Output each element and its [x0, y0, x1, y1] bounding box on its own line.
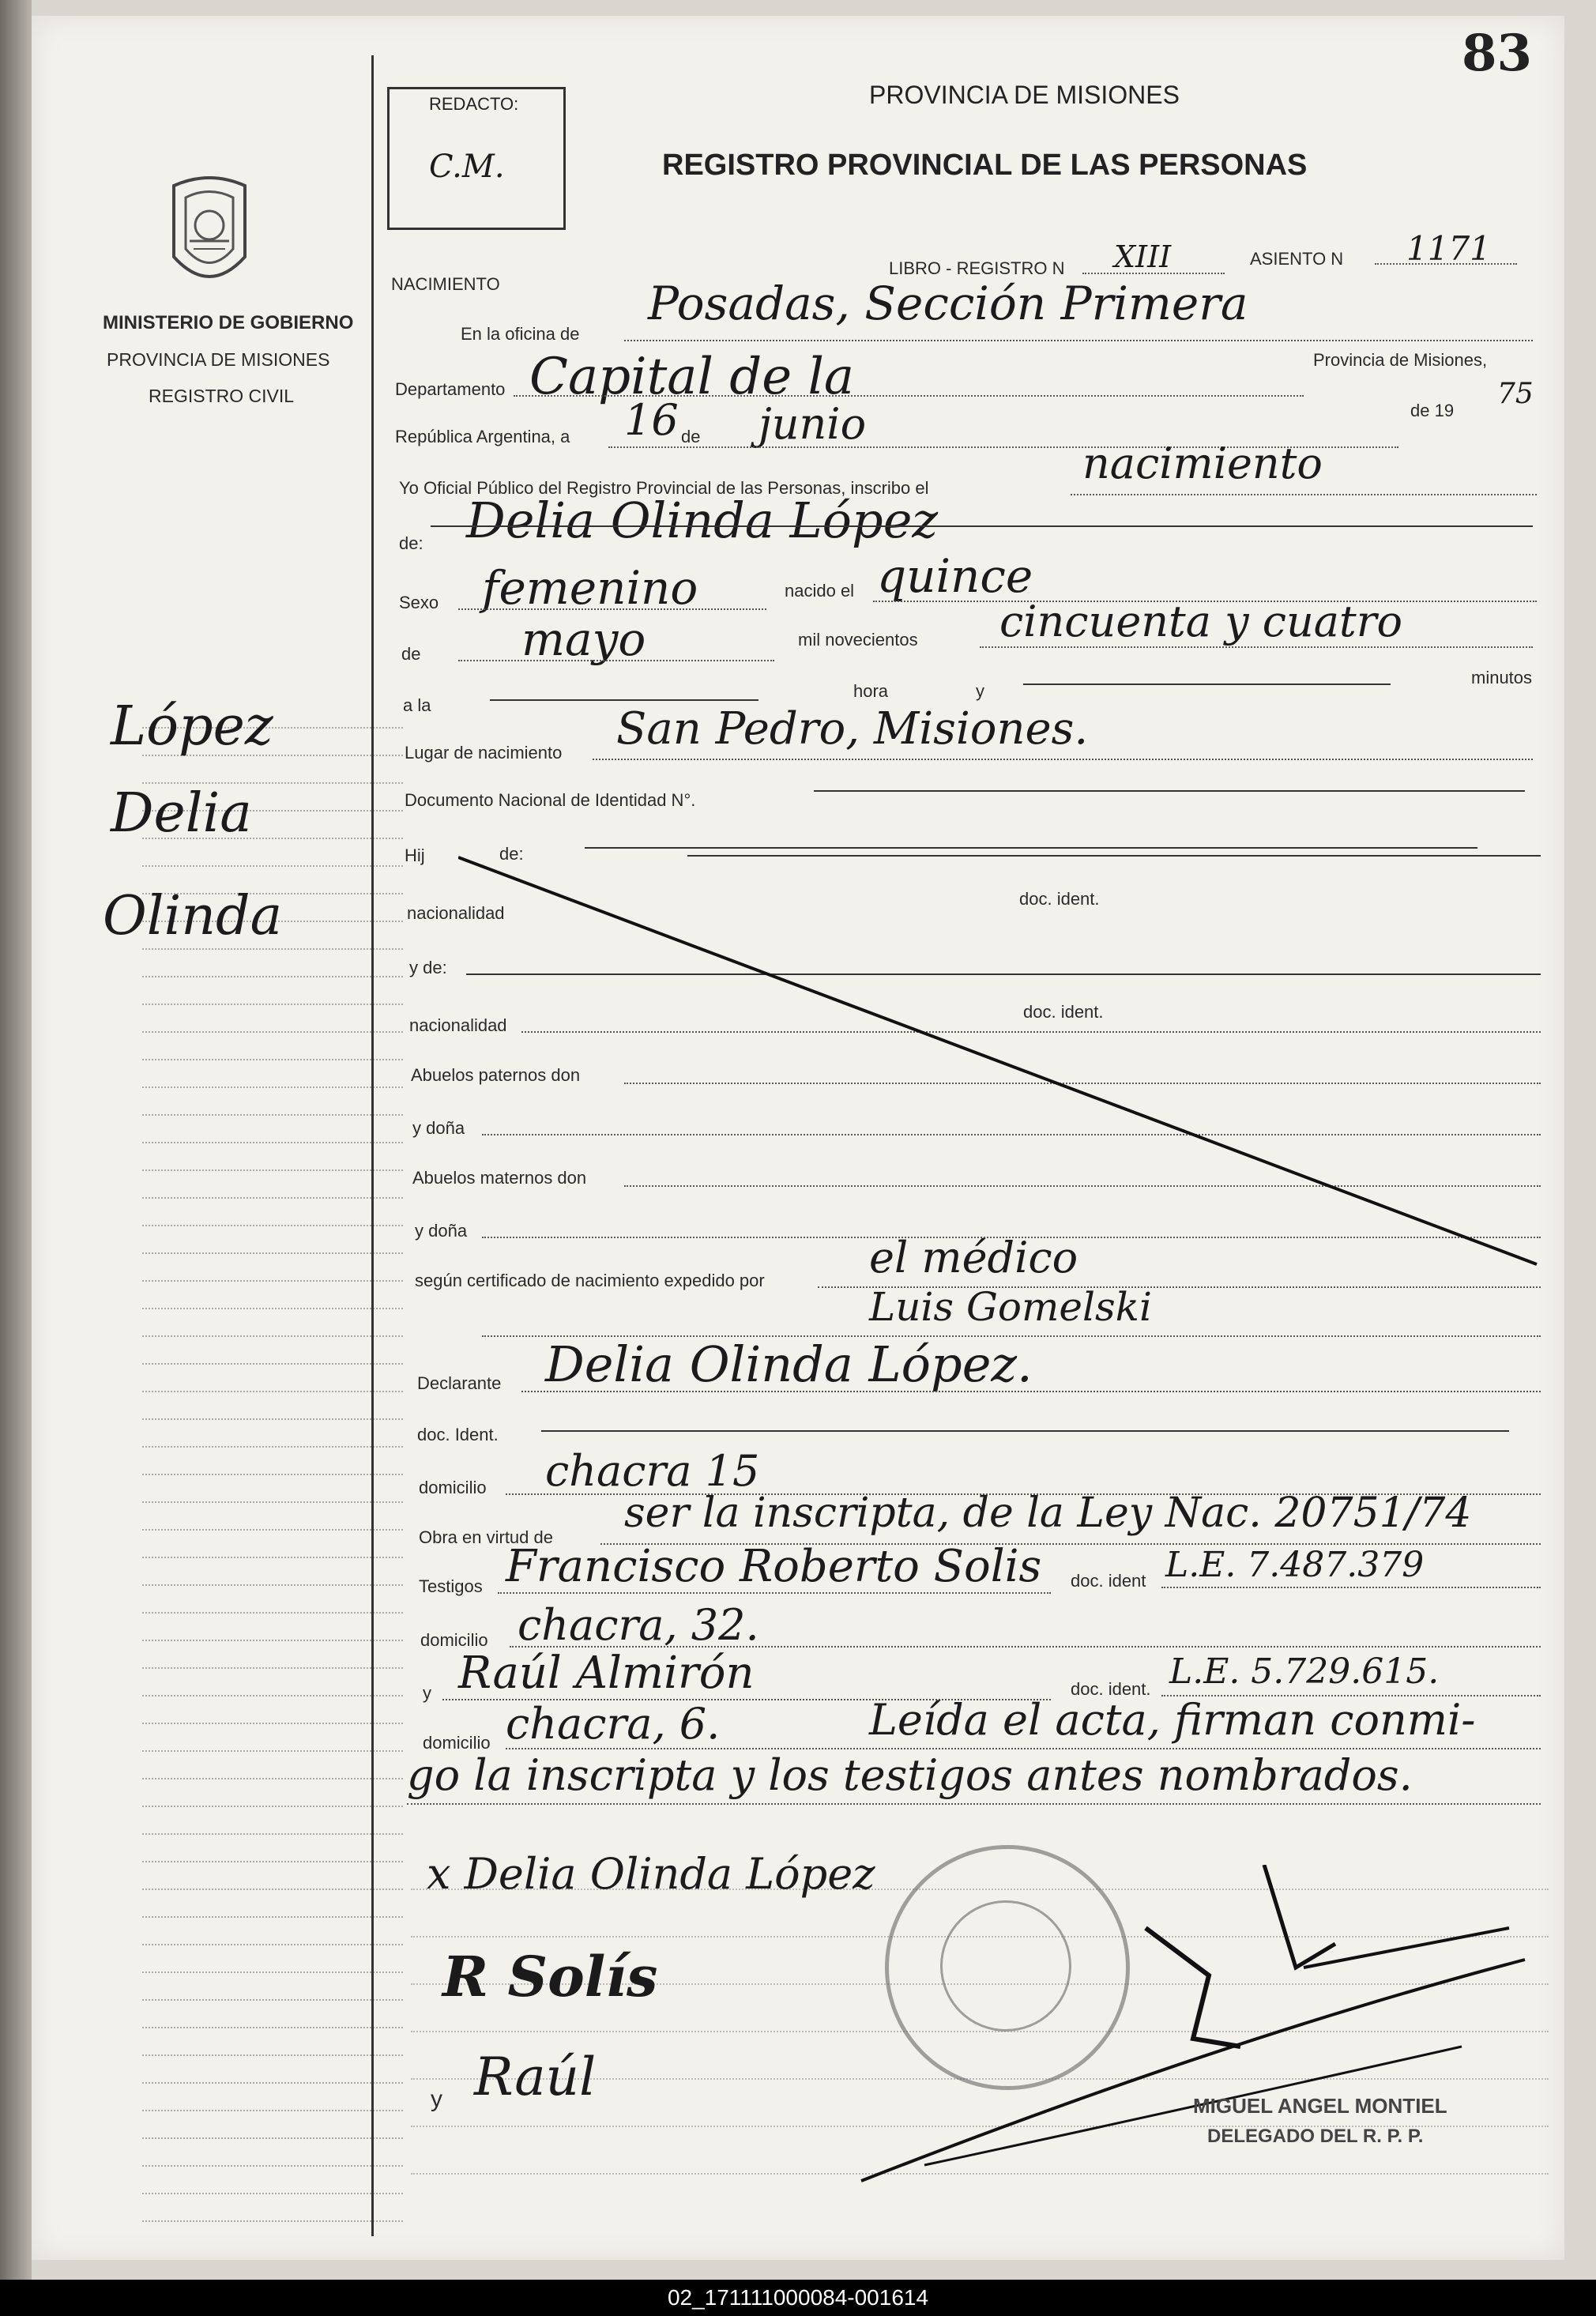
delegado-name: MIGUEL ANGEL MONTIEL [1193, 2094, 1447, 2118]
leida-text: Leída el acta, firman conmi- [869, 1695, 1476, 1745]
oficina-value: Posadas, Sección Primera [648, 277, 1248, 330]
delegado-title: DELEGADO DEL R. P. P. [1207, 2126, 1424, 2147]
ala-label: a la [403, 695, 431, 715]
asiento-label: ASIENTO N [1250, 249, 1344, 269]
testigo1-doc: L.E. 7.487.379 [1165, 1545, 1425, 1585]
footer-file-id: 02_171111000084-001614 [0, 2280, 1596, 2316]
persona-label: de: [399, 533, 423, 553]
doc-ident-testigo2-label: doc. ident. [1071, 1679, 1151, 1699]
signature-inscripta: x Delia Olinda López [427, 1849, 875, 1899]
abuelos-paternos-label: Abuelos paternos don [411, 1065, 581, 1085]
domicilio2-value: chacra, 32. [518, 1600, 759, 1650]
column-divider [371, 55, 374, 2236]
doc-ident2-label: doc. ident. [1023, 1002, 1104, 1022]
signature-testigo1: R Solís [442, 1944, 658, 2009]
acto-value: nacimiento [1082, 439, 1323, 488]
domicilio1-label: domicilio [419, 1478, 487, 1497]
page-number: 83 [1462, 24, 1533, 83]
doc-ident-testigo1-label: doc. ident [1071, 1571, 1146, 1591]
province-heading: PROVINCIA DE MISIONES [869, 81, 1180, 109]
ydona2-label: y doña [415, 1221, 468, 1241]
yde-label: y de: [409, 958, 447, 977]
dni-label: Documento Nacional de Identidad N°. [405, 790, 696, 810]
record-type-label: NACIMIENTO [391, 274, 500, 294]
obra-value: ser la inscripta, de la Ley Nac. 20751/74 [624, 1489, 1472, 1537]
leida-text-cont: go la inscripta y los testigos antes nombrados. [407, 1750, 1413, 1800]
anio-nac-value: cincuenta y cuatro [999, 597, 1403, 646]
asiento-value: 1171 [1406, 229, 1491, 268]
domicilio3-label: domicilio [423, 1733, 491, 1753]
de2-label: de [401, 644, 421, 664]
doc-ident-declarante-label: doc. Ident. [417, 1425, 499, 1444]
lugar-value: San Pedro, Misiones. [616, 703, 1089, 755]
y-label: y [976, 681, 984, 701]
persona-value: Delia Olinda López [466, 491, 939, 549]
x-mark: y [431, 2086, 442, 2112]
redacto-value: C.M. [429, 149, 505, 185]
sexo-value: femenino [482, 561, 698, 615]
month-value: junio [758, 399, 867, 449]
strike-through-line [458, 845, 1549, 1272]
margin-firstname: Delia [111, 782, 252, 845]
testigo1-name: Francisco Roberto Solis [506, 1541, 1042, 1592]
book-spine [0, 0, 32, 2316]
day-value: 16 [624, 395, 679, 445]
domicilio1-value: chacra 15 [545, 1446, 760, 1496]
oficial-statement: Yo Oficial Público del Registro Provincial de las Personas, inscribo el [399, 478, 929, 498]
libro-label: LIBRO - REGISTRO N [889, 258, 1065, 278]
nacido-label: nacido el [785, 581, 855, 601]
nacionalidad2-label: nacionalidad [409, 1015, 507, 1035]
signature-testigo2: Raúl [474, 2047, 597, 2107]
testigos-label: Testigos [419, 1576, 483, 1596]
ministry-label: MINISTERIO DE GOBIERNO [103, 312, 354, 333]
left-province-label: PROVINCIA DE MISIONES [107, 349, 330, 370]
redacto-label: REDACTO: [429, 94, 519, 114]
abuelos-maternos-label: Abuelos maternos don [412, 1168, 587, 1188]
margin-middlename: Olinda [103, 885, 283, 947]
medico-value: Luis Gomelski [869, 1284, 1152, 1330]
departamento-value: Capital de la [529, 348, 855, 406]
doc-ident1-label: doc. ident. [1019, 889, 1100, 909]
redacto-box [387, 87, 566, 230]
nacionalidad1-label: nacionalidad [407, 903, 505, 923]
year-value: 75 [1497, 378, 1534, 410]
y2-label: y [423, 1683, 431, 1703]
testigo2-doc: L.E. 5.729.615. [1169, 1651, 1440, 1692]
sexo-label: Sexo [399, 593, 439, 612]
de3-label: de: [499, 844, 524, 864]
certificado-label: según certificado de nacimiento expedido por [415, 1271, 765, 1290]
lugar-label: Lugar de nacimiento [405, 743, 563, 763]
testigo2-name: Raúl Almirón [458, 1648, 755, 1699]
de-label: de [681, 427, 701, 446]
registry-title: REGISTRO PROVINCIAL DE LAS PERSONAS [662, 149, 1308, 182]
hij-label: Hij [405, 845, 425, 865]
minutos-label: minutos [1471, 668, 1533, 687]
year-label: de 19 [1410, 401, 1455, 420]
registry-label: REGISTRO CIVIL [149, 386, 295, 406]
mil-novecientos-label: mil novecientos [798, 630, 918, 650]
mes-nac-value: mayo [521, 612, 646, 666]
hora-label: hora [853, 681, 889, 701]
obra-label: Obra en virtud de [419, 1527, 553, 1547]
margin-surname: López [111, 695, 273, 758]
declarante-value: Delia Olinda López. [545, 1335, 1033, 1393]
official-seal-inner [940, 1900, 1071, 2032]
dia-nac-value: quince [877, 549, 1033, 603]
declarante-label: Declarante [417, 1373, 502, 1393]
certificado-value: el médico [869, 1233, 1078, 1282]
ydona1-label: y doña [412, 1118, 465, 1138]
provincia-label: Provincia de Misiones, [1313, 350, 1488, 370]
coat-of-arms-emblem [158, 170, 261, 296]
republica-label: República Argentina, a [395, 427, 570, 446]
domicilio2-label: domicilio [420, 1630, 488, 1650]
departamento-label: Departamento [395, 379, 506, 399]
libro-value: XIII [1114, 239, 1172, 274]
oficina-label: En la oficina de [461, 324, 580, 344]
domicilio3-value: chacra, 6. [506, 1699, 721, 1749]
